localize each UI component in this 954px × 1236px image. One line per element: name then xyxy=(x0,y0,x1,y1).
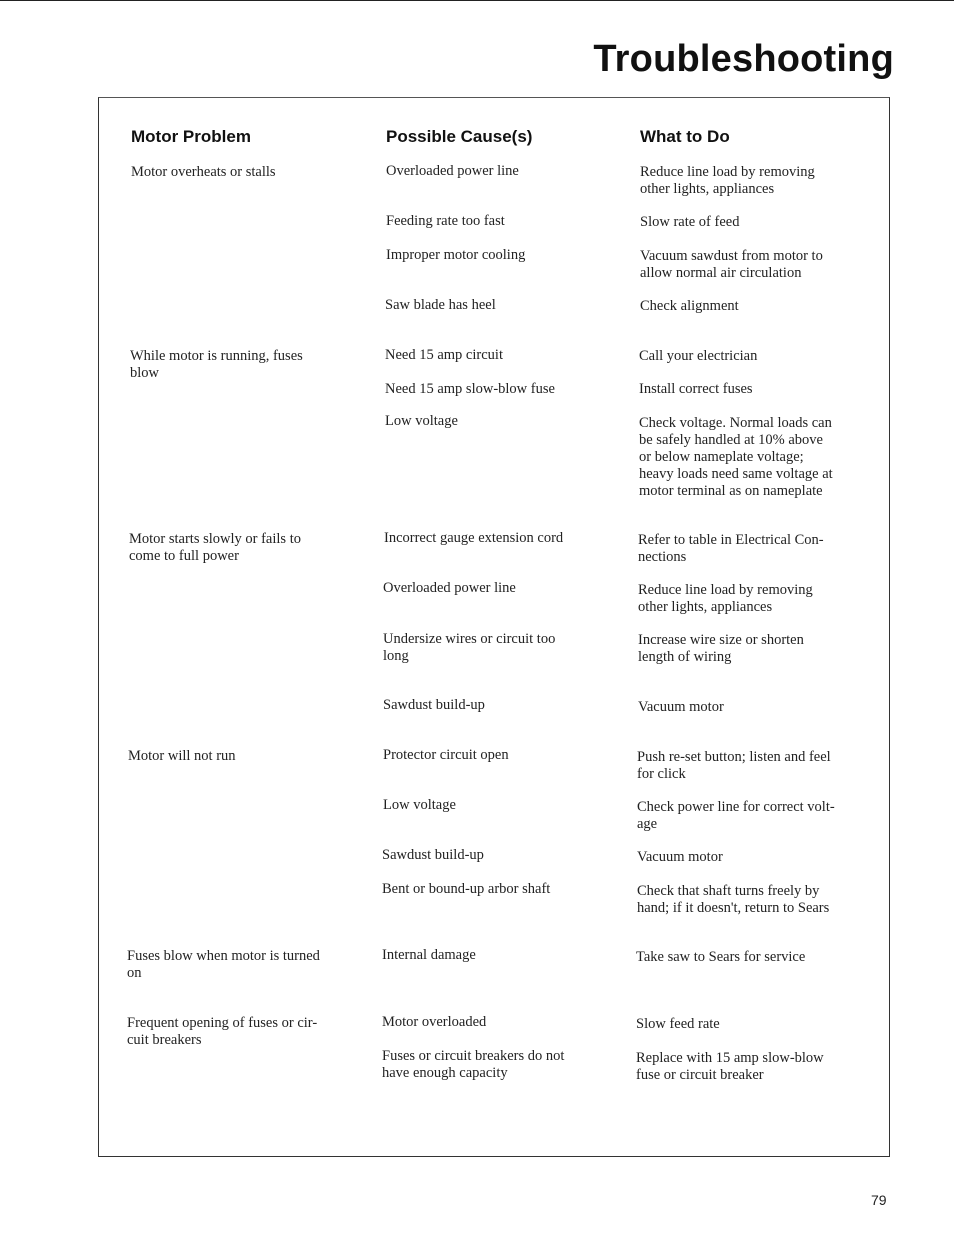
action-cell: Reduce line load by removing other lights, appliances xyxy=(640,164,815,197)
cause-cell: Low voltage xyxy=(383,797,456,813)
action-cell: Refer to table in Electrical Con- nections xyxy=(638,532,824,565)
cause-cell: Sawdust build-up xyxy=(382,847,484,863)
cause-cell: Improper motor cooling xyxy=(386,247,526,263)
cause-cell: Undersize wires or circuit too long xyxy=(383,631,556,664)
action-cell: Check alignment xyxy=(640,298,739,314)
action-cell: Check that shaft turns freely by hand; if it doesn't, return to Sears xyxy=(637,883,830,916)
action-cell: Call your electrician xyxy=(639,348,758,364)
action-cell: Install correct fuses xyxy=(639,381,753,397)
column-header-possible-causes: Possible Cause(s) xyxy=(386,127,533,146)
problem-cell: Fuses blow when motor is turned on xyxy=(127,948,320,981)
cause-cell: Bent or bound-up arbor shaft xyxy=(382,881,551,897)
action-cell: Increase wire size or shorten length of wiring xyxy=(638,632,804,665)
cause-cell: Internal damage xyxy=(382,947,476,963)
problem-cell: Motor starts slowly or fails to come to full power xyxy=(129,531,301,564)
problem-cell: Motor overheats or stalls xyxy=(131,164,276,180)
cause-cell: Sawdust build-up xyxy=(383,697,485,713)
action-cell: Reduce line load by removing other lights, appliances xyxy=(638,582,813,615)
cause-cell: Saw blade has heel xyxy=(385,297,496,313)
cause-cell: Motor overloaded xyxy=(382,1014,487,1030)
action-cell: Slow feed rate xyxy=(636,1016,720,1032)
cause-cell: Low voltage xyxy=(385,413,458,429)
cause-cell: Need 15 amp circuit xyxy=(385,347,503,363)
cause-cell: Incorrect gauge extension cord xyxy=(384,530,564,546)
action-cell: Vacuum sawdust from motor to allow normal air circulation xyxy=(640,248,823,281)
action-cell: Slow rate of feed xyxy=(640,214,740,230)
page-number: 79 xyxy=(871,1192,887,1208)
action-cell: Vacuum motor xyxy=(637,849,723,865)
cause-cell: Fuses or circuit breakers do not have enough capacity xyxy=(382,1048,565,1081)
action-cell: Check power line for correct volt- age xyxy=(637,799,835,832)
action-cell: Replace with 15 amp slow-blow fuse or circuit breaker xyxy=(636,1050,824,1083)
cause-cell: Need 15 amp slow-blow fuse xyxy=(385,381,555,397)
action-cell: Push re-set button; listen and feel for click xyxy=(637,749,831,782)
action-cell: Check voltage. Normal loads can be safely handled at 10% above or below nameplate voltage; heavy loads need same voltage at motor terminal as on nameplate xyxy=(639,415,833,499)
top-rule xyxy=(0,0,954,1)
column-header-what-to-do: What to Do xyxy=(640,127,730,146)
cause-cell: Overloaded power line xyxy=(383,580,516,596)
page-title: Troubleshooting xyxy=(593,38,894,80)
column-header-motor-problem: Motor Problem xyxy=(131,127,251,146)
problem-cell: Motor will not run xyxy=(128,748,236,764)
problem-cell: Frequent opening of fuses or cir- cuit breakers xyxy=(127,1015,318,1048)
cause-cell: Feeding rate too fast xyxy=(386,213,505,229)
action-cell: Take saw to Sears for service xyxy=(636,949,806,965)
action-cell: Vacuum motor xyxy=(638,699,724,715)
cause-cell: Protector circuit open xyxy=(383,747,509,763)
cause-cell: Overloaded power line xyxy=(386,163,519,179)
problem-cell: While motor is running, fuses blow xyxy=(130,348,303,381)
